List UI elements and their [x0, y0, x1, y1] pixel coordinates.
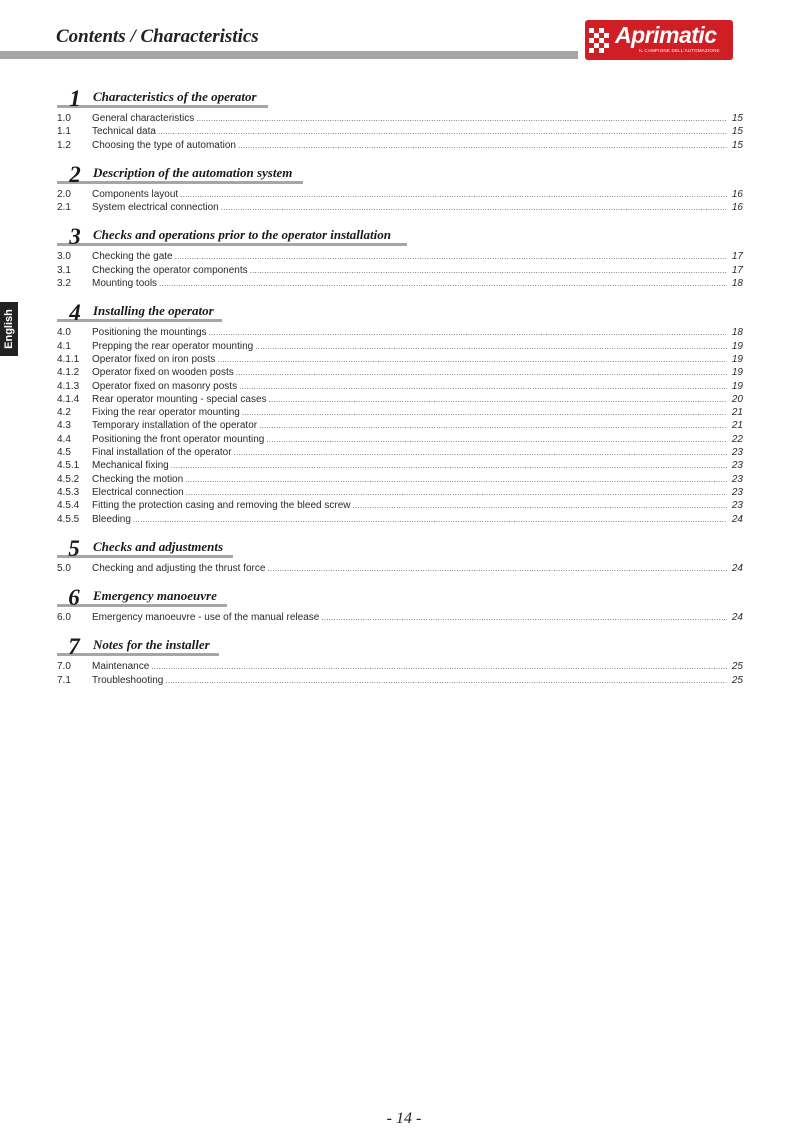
dot-leader	[269, 393, 727, 406]
dot-leader	[175, 250, 727, 263]
entry-title: Choosing the type of automation	[92, 139, 236, 151]
entry-page: 25	[731, 674, 743, 686]
toc-entry[interactable]	[57, 674, 743, 687]
dot-leader	[259, 419, 727, 432]
toc-entry[interactable]	[57, 446, 743, 459]
dot-leader	[209, 326, 727, 339]
section-title: Notes for the installer	[93, 637, 210, 653]
section-number: 5	[68, 535, 80, 561]
section-number: 6	[68, 585, 80, 611]
dot-leader	[239, 380, 727, 393]
entry-title: Operator fixed on wooden posts	[92, 367, 234, 379]
section-heading	[57, 162, 743, 188]
entry-number: 2.1	[57, 202, 71, 214]
toc-section	[57, 86, 743, 152]
toc-entry[interactable]	[57, 513, 743, 526]
entry-page: 24	[731, 513, 743, 525]
section-number: 7	[68, 634, 80, 660]
entry-number: 5.0	[57, 562, 71, 574]
entry-number: 7.0	[57, 661, 71, 673]
toc-entry[interactable]	[57, 264, 743, 277]
dot-leader	[165, 674, 727, 687]
entry-page: 24	[731, 612, 743, 624]
section-underline	[57, 181, 303, 184]
entry-title: Fitting the protection casing and removing the bleed screw	[92, 500, 351, 512]
toc-entry[interactable]	[57, 562, 743, 575]
toc-section	[57, 300, 743, 525]
entry-title: Emergency manoeuvre - use of the manual release	[92, 612, 320, 624]
entry-number: 4.5.2	[57, 473, 80, 485]
entry-title: System electrical connection	[92, 202, 219, 214]
dot-leader	[196, 112, 727, 125]
toc-section	[57, 224, 743, 290]
dot-leader	[352, 499, 727, 512]
entry-page: 23	[731, 486, 743, 498]
header-rule	[0, 51, 578, 59]
entry-page: 18	[731, 278, 743, 290]
dot-leader	[250, 264, 727, 277]
entry-number: 4.3	[57, 420, 71, 432]
dot-leader	[234, 446, 727, 459]
entry-number: 4.1.3	[57, 380, 80, 392]
section-heading	[57, 224, 743, 250]
entry-title: Bleeding	[92, 513, 131, 525]
entry-title: Checking the motion	[92, 473, 184, 485]
toc-entry[interactable]	[57, 459, 743, 472]
entry-page: 21	[731, 420, 743, 432]
entry-number: 3.2	[57, 278, 71, 290]
entry-title: Positioning the front operator mounting	[92, 433, 265, 445]
entry-number: 4.1	[57, 340, 71, 352]
entry-number: 4.5.4	[57, 500, 80, 512]
entry-page: 17	[731, 264, 743, 276]
dot-leader	[321, 611, 727, 624]
entry-number: 4.2	[57, 407, 71, 419]
entry-title: Troubleshooting	[92, 674, 164, 686]
logo-tagline: IL CAMPIONE DELL'AUTOMAZIONE	[639, 48, 720, 53]
dot-leader	[217, 353, 727, 366]
entry-number: 3.0	[57, 251, 71, 263]
entry-page: 19	[731, 340, 743, 352]
toc-entry[interactable]	[57, 125, 743, 138]
language-tab	[0, 302, 18, 356]
section-title: Characteristics of the operator	[93, 89, 257, 104]
toc-entry[interactable]	[57, 112, 743, 125]
entry-title: Maintenance	[92, 661, 150, 673]
entry-number: 4.1.1	[57, 353, 80, 365]
dot-leader	[221, 201, 727, 214]
entry-page: 19	[731, 353, 743, 365]
toc-entry[interactable]	[57, 340, 743, 353]
entry-page: 20	[731, 393, 743, 405]
toc-entry[interactable]	[57, 499, 743, 512]
section-number: 1	[69, 86, 81, 111]
section-underline	[57, 243, 407, 246]
section-heading	[57, 585, 743, 611]
dot-leader	[133, 513, 727, 526]
brand-logo	[585, 20, 733, 60]
section-heading	[57, 634, 743, 660]
entry-title: General characteristics	[92, 113, 195, 124]
entry-number: 6.0	[57, 612, 71, 624]
dot-leader	[185, 473, 727, 486]
entry-page: 23	[731, 500, 743, 512]
entry-title: Prepping the rear operator mounting	[92, 340, 254, 352]
toc-entry[interactable]	[57, 486, 743, 499]
entry-title: Operator fixed on masonry posts	[92, 380, 238, 392]
entry-number: 1.2	[57, 139, 71, 151]
dot-leader	[171, 459, 727, 472]
section-heading	[57, 86, 743, 112]
entry-page: 21	[731, 407, 743, 419]
entry-title: Checking the gate	[92, 251, 173, 263]
entry-number: 4.5.3	[57, 486, 80, 498]
toc-entry[interactable]	[57, 201, 743, 214]
dot-leader	[242, 406, 727, 419]
toc-entry[interactable]	[57, 380, 743, 393]
entry-page: 23	[731, 460, 743, 472]
entry-title: Checking and adjusting the thrust force	[92, 562, 266, 574]
entry-number: 4.1.2	[57, 367, 80, 379]
entry-title: Electrical connection	[92, 486, 184, 498]
entry-title: Temporary installation of the operator	[92, 420, 258, 432]
entry-title: Positioning the mountings	[92, 327, 207, 339]
entry-title: Technical data	[92, 126, 156, 138]
toc-section	[57, 536, 743, 575]
entry-page: 18	[731, 327, 743, 339]
entry-page: 15	[731, 126, 743, 138]
entry-title: Checking the operator components	[92, 264, 248, 276]
entry-title: Operator fixed on iron posts	[92, 353, 216, 365]
entry-page: 25	[731, 661, 743, 673]
entry-page: 19	[731, 380, 743, 392]
entry-number: 1.1	[57, 126, 71, 138]
page-number: - 14 -	[386, 1110, 422, 1127]
section-title: Checks and operations prior to the operator installation	[93, 227, 391, 243]
section-title: Description of the automation system	[93, 164, 293, 180]
entry-page: 24	[731, 562, 743, 574]
entry-page: 16	[731, 202, 743, 214]
dot-leader	[255, 340, 727, 353]
toc-section	[57, 162, 743, 215]
section-heading	[57, 300, 743, 326]
entry-number: 4.4	[57, 433, 71, 445]
table-of-contents	[57, 86, 743, 687]
section-title: Emergency manoeuvre	[93, 588, 217, 604]
entry-number: 7.1	[57, 674, 71, 686]
toc-entry[interactable]	[57, 188, 743, 201]
entry-number: 4.5.1	[57, 460, 80, 472]
entry-title: Rear operator mounting - special cases	[92, 393, 267, 405]
section-heading	[57, 536, 743, 562]
toc-section	[57, 634, 743, 687]
entry-page: 19	[731, 367, 743, 379]
dot-leader	[267, 562, 727, 575]
toc-entry[interactable]	[57, 393, 743, 406]
section-number: 4	[69, 300, 81, 326]
toc-entry[interactable]	[57, 660, 743, 673]
toc-section	[57, 585, 743, 624]
section-number: 3	[69, 224, 81, 250]
entry-page: 17	[731, 251, 743, 263]
entry-page: 15	[731, 113, 743, 124]
entry-page: 22	[731, 433, 743, 445]
section-title: Installing the operator	[93, 303, 214, 319]
entry-title: Final installation of the operator	[92, 447, 232, 459]
entry-title: Components layout	[92, 188, 179, 200]
dot-leader	[236, 366, 727, 379]
entry-title: Fixing the rear operator mounting	[92, 407, 240, 419]
entry-number: 4.5	[57, 447, 71, 459]
toc-entry[interactable]	[57, 611, 743, 624]
entry-title: Mounting tools	[92, 278, 158, 290]
toc-entry[interactable]	[57, 139, 743, 152]
toc-entry[interactable]	[57, 433, 743, 446]
entry-page: 23	[731, 447, 743, 459]
section-underline	[57, 105, 268, 108]
dot-leader	[159, 277, 727, 290]
toc-entry[interactable]	[57, 250, 743, 263]
toc-entry[interactable]	[57, 366, 743, 379]
language-tab-label: English	[3, 309, 15, 349]
toc-entry[interactable]	[57, 419, 743, 432]
toc-entry[interactable]	[57, 277, 743, 290]
dot-leader	[158, 125, 727, 138]
logo-wordmark: Aprimatic	[615, 22, 717, 48]
section-number: 2	[69, 161, 81, 187]
page-title: Contents / Characteristics	[56, 26, 259, 47]
entry-number: 4.5.5	[57, 513, 80, 525]
toc-entry[interactable]	[57, 473, 743, 486]
entry-number: 4.0	[57, 327, 71, 339]
toc-entry[interactable]	[57, 326, 743, 339]
dot-leader	[266, 433, 727, 446]
entry-page: 15	[731, 139, 743, 151]
section-title: Checks and adjustments	[93, 538, 224, 554]
entry-title: Mechanical fixing	[92, 460, 169, 472]
entry-number: 3.1	[57, 264, 71, 276]
dot-leader	[238, 139, 727, 152]
entry-page: 16	[731, 188, 743, 200]
entry-number: 2.0	[57, 188, 71, 200]
entry-number: 1.0	[57, 113, 71, 124]
toc-entry[interactable]	[57, 353, 743, 366]
dot-leader	[180, 188, 727, 201]
entry-number: 4.1.4	[57, 393, 80, 405]
dot-leader	[151, 660, 727, 673]
entry-page: 23	[731, 473, 743, 485]
toc-entry[interactable]	[57, 406, 743, 419]
dot-leader	[186, 486, 727, 499]
